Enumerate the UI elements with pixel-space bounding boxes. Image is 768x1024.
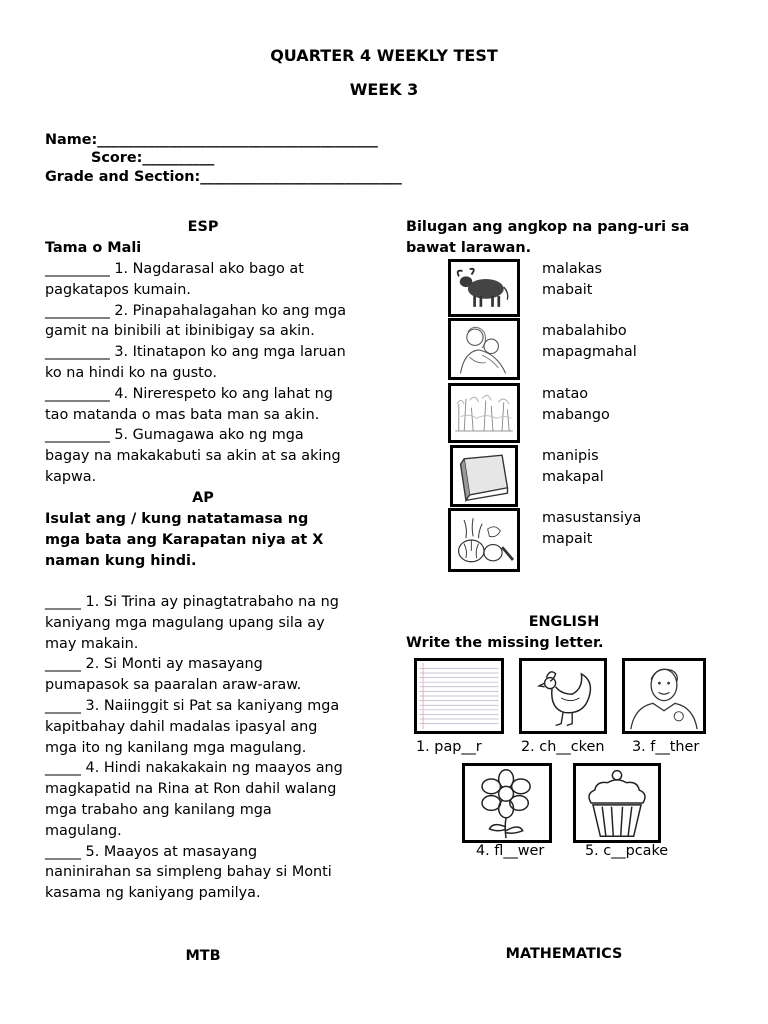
panguri-option[interactable]: mabalahibo	[542, 323, 627, 339]
score-field: Score:__________	[91, 150, 215, 166]
ap-line: pumapasok sa paaralan araw-araw.	[45, 677, 302, 694]
esp-line: bagay na makakabuti sa akin at sa aking	[45, 448, 341, 465]
panguri-option[interactable]: mabango	[542, 407, 610, 423]
ap-instruction: Isulat ang / kung natatamasa ng mga bata ang Karapatan niya at X naman kung hindi.	[45, 511, 324, 569]
vegetables-icon	[448, 508, 520, 572]
ap-line: magulang.	[45, 822, 122, 839]
esp-line: _________ 3. Itinatapon ko ang mga laruan	[45, 344, 346, 361]
english-label: 1. pap__r	[416, 739, 482, 755]
mother-child-icon	[448, 318, 520, 380]
ap-line: _____ 4. Hindi nakakakain ng maayos ang	[45, 760, 343, 777]
paper-icon	[414, 658, 504, 734]
panguri-option[interactable]: mapait	[542, 531, 593, 547]
english-label: 2. ch__cken	[521, 739, 605, 755]
esp-line: _________ 5. Gumagawa ako ng mga	[45, 427, 304, 444]
esp-heading: ESP	[187, 219, 219, 235]
esp-line: _________ 1. Nagdarasal ako bago at	[45, 261, 304, 277]
esp-line: _________ 4. Nirerespeto ko ang lahat ng	[45, 385, 333, 402]
esp-line: tao matanda o mas bata man sa akin.	[45, 406, 320, 423]
english-label: 5. c__pcake	[585, 843, 669, 859]
esp-items	[45, 259, 346, 488]
english-instruction: Write the missing letter.	[406, 635, 604, 651]
grade-section-field: Grade and Section:____________________________	[45, 169, 402, 185]
esp-line: pagkatapos kumain.	[45, 281, 191, 298]
panguri-option[interactable]: masustansiya	[542, 510, 642, 526]
ap-line: _____ 5. Maayos at masayang	[45, 843, 258, 860]
carabao-icon	[448, 259, 520, 317]
father-icon	[622, 658, 706, 734]
week-label: WEEK 3	[349, 80, 419, 99]
flower-icon	[462, 763, 552, 843]
english-label: 3. f__ther	[632, 739, 700, 755]
ap-items	[45, 592, 343, 904]
ap-line: naninirahan sa simpleng bahay si Monti	[45, 864, 332, 881]
ap-line: magkapatid na Rina at Ron dahil walang	[45, 781, 337, 798]
ap-heading: AP	[192, 490, 214, 506]
panguri-option[interactable]: matao	[542, 386, 589, 402]
mathematics-heading: MATHEMATICS	[505, 946, 623, 962]
ap-line: kaniyang mga magulang upang sila ay	[45, 614, 325, 631]
ap-line: mga trabaho ang kanilang mga	[45, 801, 272, 818]
ap-line: kasama ng kaniyang pamilya.	[45, 885, 261, 902]
esp-line: _________ 2. Pinapahalagahan ko ang mga	[45, 302, 347, 319]
panguri-option[interactable]: mabait	[542, 282, 593, 298]
esp-line: kapwa.	[45, 468, 97, 485]
ap-line: _____ 2. Si Monti ay masayang	[45, 656, 263, 673]
test-title: QUARTER 4 WEEKLY TEST	[270, 46, 498, 65]
esp-instruction: Tama o Mali	[45, 240, 142, 256]
mtb-heading: MTB	[185, 948, 221, 964]
esp-line: gamit na binibili at ibinibigay sa akin.	[45, 323, 315, 340]
ap-line: kapitbahay dahil madalas ipasyal ang	[45, 718, 318, 735]
chicken-icon	[519, 658, 607, 734]
panguri-option[interactable]: manipis	[542, 448, 599, 464]
panguri-instruction: Bilugan ang angkop na pang-uri sa bawat larawan.	[406, 219, 690, 256]
garden-sketch-icon	[448, 383, 520, 443]
english-label: 4. fl__wer	[476, 843, 545, 859]
ap-line: mga ito ng kanilang mga magulang.	[45, 739, 307, 756]
book-icon	[450, 445, 518, 507]
ap-line: _____ 3. Naiinggit si Pat sa kaniyang mga	[45, 697, 340, 714]
esp-line: ko na hindi ko na gusto.	[45, 364, 217, 381]
panguri-option[interactable]: malakas	[542, 261, 603, 277]
ap-line: may makain.	[45, 635, 139, 652]
english-heading: ENGLISH	[528, 614, 600, 630]
panguri-option[interactable]: mapagmahal	[542, 344, 637, 360]
ap-line: _____ 1. Si Trina ay pinagtatrabaho na ng	[45, 594, 339, 610]
panguri-option[interactable]: makapal	[542, 469, 604, 485]
name-field: Name:_______________________________________	[45, 132, 378, 148]
cupcake-icon	[573, 763, 661, 843]
